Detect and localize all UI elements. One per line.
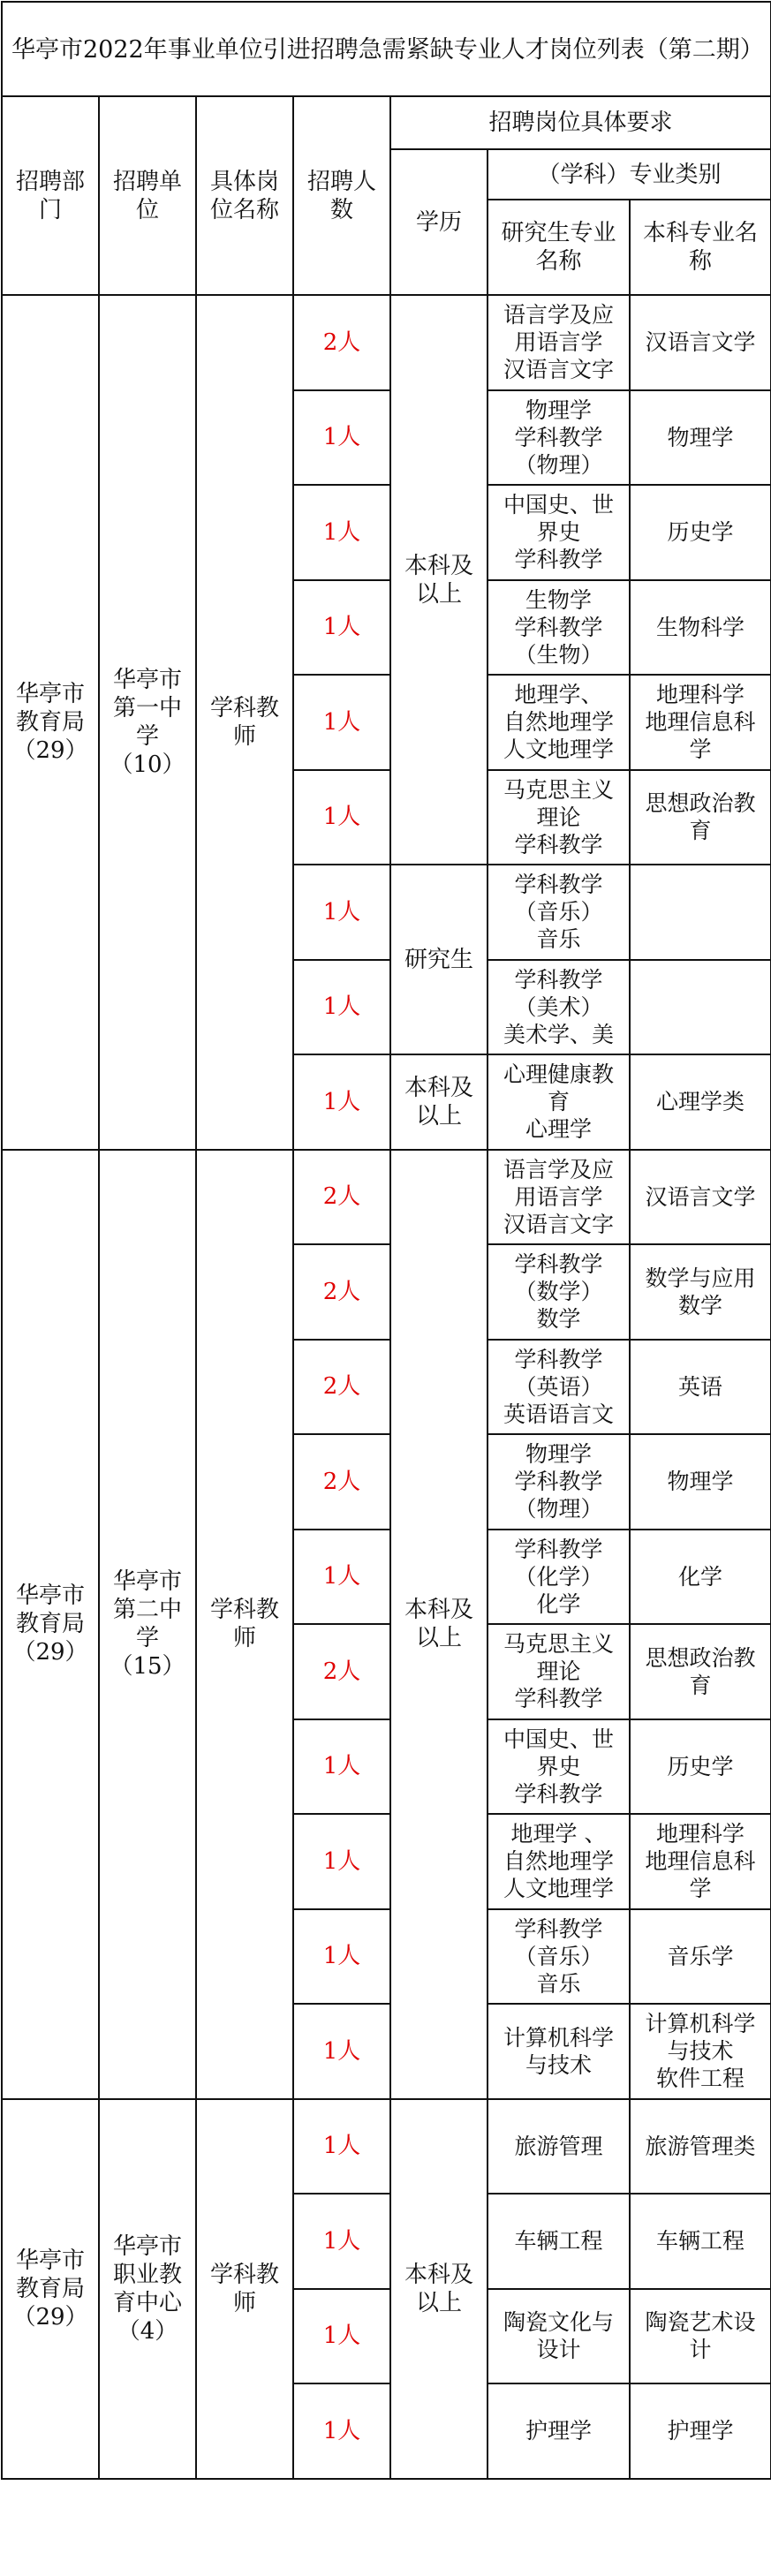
undergrad-major-cell: 思想政治教 育 [630,770,771,865]
grad-major-cell: 陶瓷文化与 设计 [488,2289,630,2384]
count-cell: 1人 [293,960,390,1055]
grad-major-cell: 护理学 [488,2383,630,2479]
count-cell: 1人 [293,1719,390,1815]
count-cell: 1人 [293,2194,390,2289]
grad-major-cell: 地理学 、 自然地理学 人文地理学 [488,1814,630,1909]
table-row [2,1150,771,1245]
count-cell: 1人 [293,2383,390,2479]
education-cell: 本科及 以上 [390,1054,488,1150]
positions-table [1,1,771,2480]
undergrad-major-cell: 旅游管理类 [630,2099,771,2195]
grad-major-cell: 物理学 学科教学 （物理） [488,390,630,486]
undergrad-major-cell [630,865,771,960]
undergrad-major-cell: 历史学 [630,485,771,580]
header-education: 学历 [390,149,488,295]
undergrad-major-cell: 计算机科学 与技术 软件工程 [630,2004,771,2099]
undergrad-major-cell: 陶瓷艺术设 计 [630,2289,771,2384]
count-cell: 1人 [293,1054,390,1150]
education-cell: 本科及 以上 [390,295,488,865]
grad-major-cell: 学科教学 （音乐） 音乐 [488,1909,630,2005]
undergrad-major-cell: 地理科学 地理信息科 学 [630,1814,771,1909]
header-count: 招聘人数 [293,96,390,295]
count-cell: 1人 [293,2289,390,2384]
count-cell: 1人 [293,675,390,770]
header-dept: 招聘部门 [2,96,99,295]
count-cell: 1人 [293,485,390,580]
count-cell: 1人 [293,2004,390,2099]
grad-major-cell: 语言学及应 用语言学 汉语言文字 [488,295,630,390]
header-major-category: （学科）专业类别 [488,149,771,200]
unit-cell: 华亭市 职业教 育中心 （4） [99,2099,196,2479]
undergrad-major-cell: 英语 [630,1340,771,1435]
grad-major-cell: 马克思主义 理论 学科教学 [488,1624,630,1719]
grad-major-cell: 中国史、世 界史 学科教学 [488,1719,630,1815]
undergrad-major-cell: 历史学 [630,1719,771,1815]
undergrad-major-cell: 化学 [630,1530,771,1625]
count-cell: 2人 [293,1434,390,1530]
count-cell: 2人 [293,1150,390,1245]
header-requirements: 招聘岗位具体要求 [390,96,771,149]
grad-major-cell: 语言学及应 用语言学 汉语言文字 [488,1150,630,1245]
count-cell: 1人 [293,1530,390,1625]
grad-major-cell: 物理学 学科教学 （物理） [488,1434,630,1530]
count-cell: 2人 [293,295,390,390]
table-row [2,295,771,390]
count-cell: 1人 [293,865,390,960]
grad-major-cell: 地理学、 自然地理学 人文地理学 [488,675,630,770]
undergrad-major-cell [630,960,771,1055]
grad-major-cell: 中国史、世 界史 学科教学 [488,485,630,580]
education-cell: 本科及 以上 [390,2099,488,2479]
grad-major-cell: 车辆工程 [488,2194,630,2289]
undergrad-major-cell: 汉语言文学 [630,295,771,390]
undergrad-major-cell: 心理学类 [630,1054,771,1150]
undergrad-major-cell: 数学与应用 数学 [630,1244,771,1340]
undergrad-major-cell: 物理学 [630,1434,771,1530]
grad-major-cell: 心理健康教 育 心理学 [488,1054,630,1150]
post-cell: 学科教 师 [196,1150,293,2099]
undergrad-major-cell: 生物科学 [630,580,771,676]
count-cell: 1人 [293,2099,390,2195]
education-cell: 本科及 以上 [390,1150,488,2099]
grad-major-cell: 学科教学 （美术） 美术学、美 [488,960,630,1055]
grad-major-cell: 学科教学 （化学） 化学 [488,1530,630,1625]
count-cell: 1人 [293,1814,390,1909]
grad-major-cell: 学科教学 （音乐） 音乐 [488,865,630,960]
unit-cell: 华亭市 第一中 学 （10） [99,295,196,1150]
dept-cell: 华亭市 教育局 （29） [2,295,99,1150]
grad-major-cell: 马克思主义 理论 学科教学 [488,770,630,865]
header-undergrad-major: 本科专业名称 [630,200,771,295]
grad-major-cell: 学科教学 （英语） 英语语言文 [488,1340,630,1435]
dept-cell: 华亭市 教育局 （29） [2,1150,99,2099]
post-cell: 学科教 师 [196,2099,293,2479]
post-cell: 学科教 师 [196,295,293,1150]
grad-major-cell: 计算机科学 与技术 [488,2004,630,2099]
count-cell: 2人 [293,1624,390,1719]
undergrad-major-cell: 物理学 [630,390,771,486]
undergrad-major-cell: 车辆工程 [630,2194,771,2289]
undergrad-major-cell: 汉语言文学 [630,1150,771,1245]
grad-major-cell: 旅游管理 [488,2099,630,2195]
count-cell: 2人 [293,1244,390,1340]
count-cell: 2人 [293,1340,390,1435]
undergrad-major-cell: 地理科学 地理信息科 学 [630,675,771,770]
header-grad-major: 研究生专业名称 [488,200,630,295]
dept-cell: 华亭市 教育局 （29） [2,2099,99,2479]
count-cell: 1人 [293,580,390,676]
count-cell: 1人 [293,390,390,486]
undergrad-major-cell: 护理学 [630,2383,771,2479]
header-post: 具体岗位名称 [196,96,293,295]
undergrad-major-cell: 音乐学 [630,1909,771,2005]
count-cell: 1人 [293,1909,390,2005]
education-cell: 研究生 [390,865,488,1054]
table-title: 华亭市2022年事业单位引进招聘急需紧缺专业人才岗位列表（第二期） [2,2,771,96]
grad-major-cell: 学科教学 （数学） 数学 [488,1244,630,1340]
header-unit: 招聘单位 [99,96,196,295]
count-cell: 1人 [293,770,390,865]
undergrad-major-cell: 思想政治教 育 [630,1624,771,1719]
unit-cell: 华亭市 第二中 学 （15） [99,1150,196,2099]
grad-major-cell: 生物学 学科教学 （生物） [488,580,630,676]
table-row [2,2099,771,2195]
